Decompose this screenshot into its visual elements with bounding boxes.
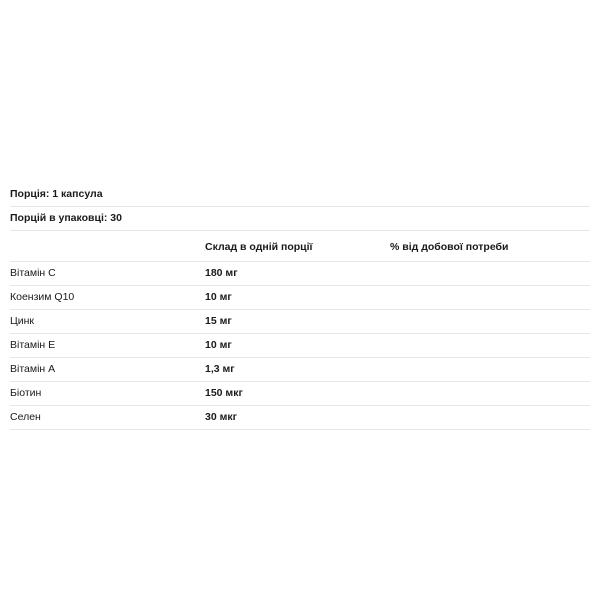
nutrient-daily-value xyxy=(390,334,590,358)
nutrient-amount: 10 мг xyxy=(205,291,232,303)
table-row xyxy=(10,334,590,358)
nutrient-name: Вітамін A xyxy=(10,363,56,375)
nutrient-name: Селен xyxy=(10,411,41,423)
table-row-serving-size xyxy=(10,183,590,207)
table-row xyxy=(10,358,590,382)
table-row xyxy=(10,382,590,406)
serving-size-label: Порція: 1 капсула xyxy=(10,188,103,200)
table-row-servings-per-container xyxy=(10,207,590,231)
column-header-amount: Склад в одній порції xyxy=(205,241,313,253)
nutrient-amount: 30 мкг xyxy=(205,411,237,423)
column-header-daily-value: % від добової потреби xyxy=(390,241,509,253)
nutrient-daily-value xyxy=(390,262,590,286)
serving-size-amount-spacer xyxy=(205,183,390,207)
table-row xyxy=(10,406,590,430)
nutrient-daily-value xyxy=(390,286,590,310)
nutrient-daily-value xyxy=(390,358,590,382)
serving-size-dv-spacer xyxy=(390,183,590,207)
nutrient-amount: 15 мг xyxy=(205,315,232,327)
servings-amount-spacer xyxy=(205,207,390,231)
nutrient-daily-value xyxy=(390,382,590,406)
table-row xyxy=(10,310,590,334)
supplement-facts-table xyxy=(10,183,590,430)
column-header-name xyxy=(10,231,205,262)
nutrient-amount: 180 мг xyxy=(205,267,238,279)
servings-per-container-label: Порцій в упаковці: 30 xyxy=(10,212,122,224)
nutrient-name: Вітамін C xyxy=(10,267,56,279)
servings-dv-spacer xyxy=(390,207,590,231)
nutrient-name: Коензим Q10 xyxy=(10,291,75,303)
table-body xyxy=(10,183,590,430)
nutrient-daily-value xyxy=(390,406,590,430)
nutrient-amount: 10 мг xyxy=(205,339,232,351)
nutrient-amount: 150 мкг xyxy=(205,387,243,399)
table-row xyxy=(10,262,590,286)
nutrient-amount: 1,3 мг xyxy=(205,363,235,375)
nutrient-name: Вітамін E xyxy=(10,339,56,351)
nutrient-daily-value xyxy=(390,310,590,334)
nutrient-name: Цинк xyxy=(10,315,35,327)
table-header-row xyxy=(10,231,590,262)
table-row xyxy=(10,286,590,310)
nutrient-name: Біотин xyxy=(10,387,42,399)
